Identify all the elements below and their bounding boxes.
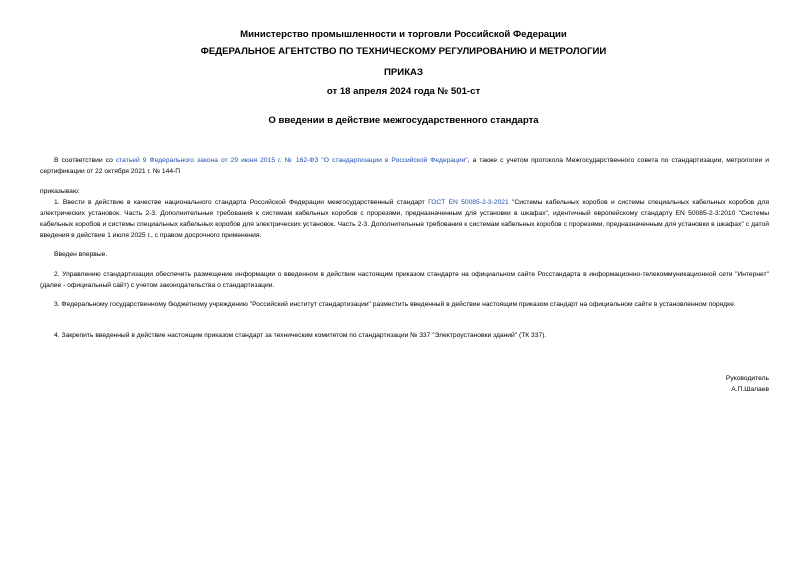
item-1-text-end: "Системы кабельных коробов и системы специальных кабельных коробов для электрических установок. Часть 2-3. Дополнительные требования к системам кабельных коробов с прорезями, предназначенным для установки в шкафах", идентичный европейскому стандарту EN 50085-2-3:2010 "Системы кабельных коробов и системы специальных кабельных коробов для электрических установок. Часть 2-3. Дополнительные требования к системам кабельных коробов с прорезями, предназначенным для установки в шкафах" с датой введения в действие 1 июля 2025 г., с правом досрочного применения.	[40, 199, 769, 239]
order-word-text: приказываю:	[40, 188, 80, 195]
preamble-paragraph	[40, 155, 769, 177]
item-2-paragraph	[40, 269, 769, 291]
document-title: О введении в действие межгосударственного стандарта	[268, 115, 539, 126]
preamble-text-start: В соответствии со	[54, 157, 116, 164]
gost-standard-link[interactable]: ГОСТ EN 50085-2-3-2021	[428, 199, 509, 206]
preamble-text-end: , а также с учетом протокола Межгосударственного совета по стандартизации, метрологии и сертификации от 22 октября 2021 г. № 144-П	[40, 157, 770, 175]
introduced-note	[40, 249, 769, 260]
signature-block	[726, 373, 769, 395]
document-date-number: от 18 апреля 2024 года № 501-ст	[326, 86, 481, 97]
document-type: ПРИКАЗ	[384, 67, 423, 78]
federal-law-link[interactable]: статьей 9 Федерального закона от 29 июня 2015 г. № 162-ФЗ "О стандартизации в Российской Федерации"	[115, 157, 468, 164]
item-4-paragraph	[40, 330, 769, 341]
item-1-paragraph	[40, 197, 769, 241]
item-3-text: 3. Федеральному государственному бюджетному учреждению "Российский институт стандартизации" разместить введенный в действие настоящим приказом стандарт на официальном сайте в установленном порядке.	[54, 301, 736, 308]
ministry-heading: Министерство промышленности и торговли Российской Федерации	[240, 29, 567, 40]
signatory-name: А.П.Шалаев	[731, 386, 769, 393]
item-4-text: 4. Закрепить введенный в действие настоящим приказом стандарт за техническим комитетом по стандартизации № 337 "Электроустановки зданий" (ТК 337).	[54, 332, 547, 339]
introduced-note-text: Введен впервые.	[54, 251, 108, 258]
signatory-position: Руководитель	[725, 375, 769, 382]
item-2-text: 2. Управлению стандартизации обеспечить размещение информации о введенном в действие настоящим приказом стандарте на официальном сайте Росстандарта в информационно-телекоммуникационной сети "Интернет" (далее - официальный сайт) с учетом законодательства о стандартизации.	[40, 271, 769, 289]
agency-heading: ФЕДЕРАЛЬНОЕ АГЕНТСТВО ПО ТЕХНИЧЕСКОМУ РЕГУЛИРОВАНИЮ И МЕТРОЛОГИИ	[200, 46, 607, 57]
item-3-paragraph	[40, 299, 769, 310]
order-word	[40, 186, 769, 197]
item-1-text-start: 1. Ввести в действие в качестве национального стандарта Российской Федерации межгосударственный стандарт	[54, 199, 429, 206]
